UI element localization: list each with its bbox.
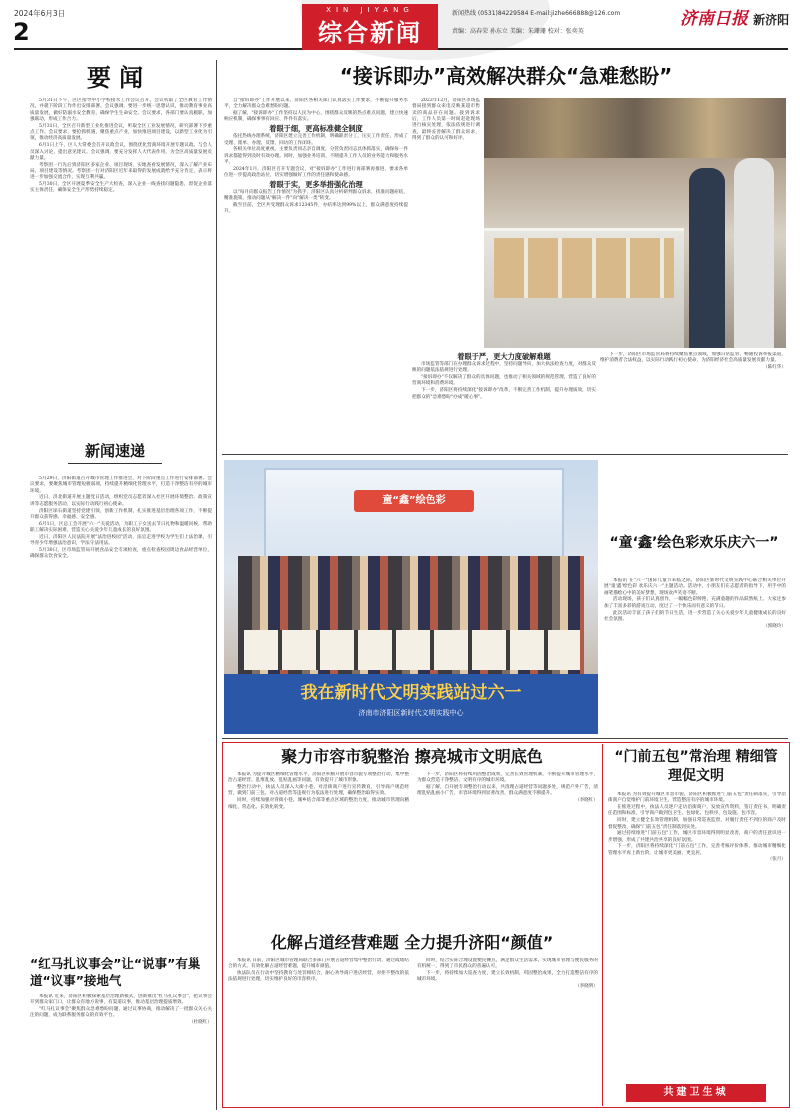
page-number: 2 bbox=[13, 18, 30, 46]
photo-shelf bbox=[484, 98, 786, 158]
yaowen-para: 考察团一行先后到济阳区多家企业、项目现场，实地查看发展情况，深入了解产业布局、项目建设等情况。考察团一行对济阳区近年来取得的发展成就给予充分肯定，表示将进一步加强交流合作，实现互利共赢。 bbox=[30, 162, 212, 181]
paper-name-logo: 济南日报 bbox=[680, 9, 748, 29]
photo-backdrop bbox=[264, 468, 564, 558]
hongma-para: 本报讯 近来，济阳区积极探索基层治理新模式，创新推出"红马扎议事会"，把议事会开到群众家门口，让群众有地方说事，有渠道议事，推动基层治理提质增效。 bbox=[30, 994, 212, 1006]
photo-banner-text: 我在新时代文明实践站过六一 bbox=[300, 683, 522, 703]
masthead-rule-right bbox=[438, 48, 788, 50]
jvli-body bbox=[228, 772, 598, 928]
yaowen-para: 6月1日上午，区人大常委会召开议政会议，围绕优化营商环境开展专题议政。与会人员深入讨论，提出意见建议。会议强调，要充分发挥人大代表作用，为全区高质量发展贡献力量。 bbox=[30, 143, 212, 161]
jvli-para: 整治行动中，执法人员深入大街小巷，对沿街商户进行宣传教育，引导商户规范经营，做到门前三包。对占道经营等违规行为依法进行处理，确保整治取得实效。 bbox=[228, 785, 409, 797]
hotline: 新闻热线 (0531)84229584 E-mail:jizhe666888@126.com bbox=[452, 10, 621, 17]
children-photo bbox=[224, 460, 598, 734]
main-para: 下一步，济阳区市场监管局将持续聚焦重点领域，加强日常监管，畅通投诉举报渠道，维护消费者合法权益，以实际行动践行初心使命，为济阳经济社会高质量发展贡献力量。 bbox=[600, 352, 786, 364]
liuyi-para: 活动现场，孩子们认真创作，一幅幅色彩鲜艳、充满童趣的作品跃然纸上。大家还参加了丰富多彩的游戏互动，度过了一个快乐而有意义的节日。 bbox=[604, 597, 786, 609]
zhandao-body bbox=[228, 958, 598, 1104]
jvli-para: 下一步，济阳区将持续巩固整治成果，完善长效管理机制，不断提升城市管理水平，为群众营造干净整洁、文明有序的城市环境。 bbox=[417, 772, 598, 784]
masthead-rule-left bbox=[14, 48, 302, 50]
jvli-para: 同时，持续加强对背街小巷、城乡结合部等重点区域的整治力度，推动城市管理向精细化、常态化、长效化转变。 bbox=[228, 798, 409, 810]
main-para: 据了解，"接诉即办"工作坚持以人民为中心，围绕群众反映的热点难点问题，建立快速响应机制，确保事事有回应、件件有落实。 bbox=[224, 111, 408, 123]
hongma-body bbox=[30, 994, 212, 1100]
main-para: 2023年12月，济阳区市场监督局接到群众来电反映某超市售卖的商品存在问题。接到诉求后，工作人员第一时间赶赴现场进行核实处理，依法依规进行调查，最终妥善解决了群众诉求，得到了群众的认可和好评。 bbox=[412, 98, 480, 142]
main-col1-text bbox=[224, 98, 408, 450]
jvli-para: 本报讯 为提升城区精细化管理水平，济阳区积极开展市容市貌专项整治行动，集中整治占道经营、乱堆乱放、乱贴乱画等问题，有效提升了城市形象。 bbox=[228, 772, 409, 784]
main-col2-top-text bbox=[412, 98, 480, 350]
main-col3-text bbox=[600, 352, 786, 450]
zhandao-para: 本报讯 日前，济阳区城市管理局联合多部门开展占道经营集中整治行动，通过疏堵结合的方式，有效化解占道经营难题，提升城市颜值。 bbox=[228, 958, 409, 970]
feature-vertical-divider bbox=[602, 744, 603, 1106]
sutong-title: 新闻速递 bbox=[84, 442, 145, 460]
hongma-title: “红马扎议事会”让“说事”有巢道“议事”接地气 bbox=[30, 956, 201, 988]
menkou-para: 下一步，济阳区将持续深化"门前五包"工作，完善考核评价体系，推动城市精细化管理水平再上新台阶，让城市更美丽、更宜居。 bbox=[608, 844, 786, 856]
paper-name bbox=[680, 4, 789, 29]
yaowen-body bbox=[30, 98, 212, 436]
menkou-para: 本报讯 为有效提升城区市容市貌，济阳区积极推进"门前五包"责任制落实，引导沿街商户自觉维护门前环境卫生，营造整洁有序的城市环境。 bbox=[608, 792, 786, 804]
photo-food-trays bbox=[494, 238, 674, 298]
main-col2-bottom-text bbox=[412, 352, 596, 450]
photo-bottom-rule bbox=[222, 738, 788, 739]
main-subhead: 着眼于细，更高标准健全制度 bbox=[269, 124, 363, 134]
main-para: "接诉即办"不仅解决了群众的具体问题，也推动了相关领域的规范管理，营造了良好的营商环境和消费环境。 bbox=[412, 375, 596, 387]
zhandao-title: 化解占道经营难题 全力提升济阳“颜值” bbox=[270, 933, 554, 952]
zhandao-para: 执法队员在行动中坚持教育与处罚相结合，耐心劝导商户进店经营，对拒不整改的依法依规进行处理，切实维护良好的市容秩序。 bbox=[228, 971, 409, 983]
footer-banner: 共建卫生城 bbox=[626, 1084, 766, 1102]
main-para: 以"每月向群众报告工作情况"为抓手，济阳区认真分析研判群众诉求，找准问题症结，精准施策，推动问题从"解决一件"向"解决一类"转变。 bbox=[224, 189, 408, 202]
liuyi-author: （郭晓玲） bbox=[763, 623, 786, 629]
main-para: 下一步，济阳区将持续深化"接诉即办"改革，不断完善工作机制，提升办理质效，切实把群众的"急难愁盼"办成"暖心事"。 bbox=[412, 388, 596, 400]
sutong-para: 5月30日，区市场监管局开展食品安全专项检查，重点检查校园周边食品经营单位，确保群众饮食安全。 bbox=[30, 547, 212, 560]
sutong-body bbox=[30, 476, 212, 936]
yaowen-title: 要 闻 bbox=[86, 64, 144, 92]
menkou-para: 同时，建立健全长效管理机制，加强日常巡查监督，对履行责任不到位的商户及时督促整改，确保"门前五包"责任制落到实处。 bbox=[608, 818, 786, 830]
liuyi-para: 本报讯 在"六一"国际儿童节来临之际，济阳区新时代文明实践中心联合相关单位开展"童'鑫'绘色彩 欢乐庆六一"主题活动。活动中，小朋友们在志愿者的指导下，用手中的画笔描绘心中的美好梦想，现场欢声笑语不断。 bbox=[604, 578, 786, 596]
left-column-divider bbox=[216, 60, 217, 1110]
liuyi-title: “童‘鑫’绘色彩欢乐庆六一” bbox=[609, 535, 779, 551]
main-para: 依托热线办理系统，济阳区建立完善工作机制，明确职责分工，压实工作责任，形成了受理、派单、办理、反馈、回访的工作闭环。 bbox=[224, 134, 408, 146]
menkou-para: 通过持续推进"门前五包"工作，城区市容环境得到明显改善，商户的责任意识进一步增强，形成了共建共治共享的良好氛围。 bbox=[608, 831, 786, 843]
photo-person-left bbox=[689, 168, 725, 348]
jvli-author: （李晓红） bbox=[575, 798, 598, 804]
main-para: 自"接诉即办"工作开展以来，济阳区各相关部门认真落实工作要求，不断提升服务水平，全力解决群众急难愁盼问题。 bbox=[224, 98, 408, 110]
paper-sub-name: 新济阳 bbox=[753, 13, 790, 27]
photo-banner bbox=[224, 674, 598, 734]
zhandao-para: 下一步，将持续加大巡查力度，建立长效机制，巩固整治成果，全力打造整洁有序的城市环境。 bbox=[417, 971, 598, 983]
main-author: （陈红华） bbox=[763, 365, 786, 371]
pinyin-label: XIN JIYANG bbox=[302, 4, 438, 16]
sutong-para: 济阳区垛石街道坚持党建引领，创新工作机制，扎实推进基层治理各项工作，不断提升群众获得感、幸福感、安全感。 bbox=[30, 508, 212, 520]
main-para: 截至目前，全区共受理群众诉求12345件，办结率达到99%以上，群众满意度持续提升。 bbox=[224, 202, 408, 215]
hongma-author: （杜晓红） bbox=[189, 1020, 212, 1026]
main-para: 市场监管等部门在办理群众诉求过程中，坚持问题导向，加大执法检查力度，对群众反映的问题依法依规进行处理。 bbox=[412, 362, 596, 374]
sutong-para: 6月1日，区总工会开展"六一"关爱活动，为职工子女送去节日礼物和温暖问候，帮助职工解决实际困难，营造关心关爱少年儿童成长的良好氛围。 bbox=[30, 521, 212, 533]
menkou-para: 在推进过程中，执法人员逐户走访沿街商户，发放宣传资料，签订责任书，明确责任范围和标准，引导商户做到包卫生、包绿化、包秩序、包设施、包市容。 bbox=[608, 805, 786, 817]
hongma-para: "红马扎议事会"聚焦群众急难愁盼问题，通过议事协商，推动解决了一批群众关心关注的问题，成为联系服务群众的有效平台。 bbox=[30, 1007, 212, 1019]
menkou-title: “门前五包”常治理 精细管理促文明 bbox=[614, 749, 778, 784]
liuyi-para: 此次活动丰富了孩子们的节日生活，进一步营造了关心关爱少年儿童健康成长的良好社会氛围。 bbox=[604, 610, 786, 622]
main-para: 2024年1月，济阳区召开专题会议，对"接诉即办"工作进行再部署再推进，要求各单位进一步提高政治站位，切实增强做好工作的责任感和使命感。 bbox=[224, 166, 408, 178]
menkou-author: （张月） bbox=[767, 857, 786, 863]
main-bottom-rule bbox=[222, 454, 788, 455]
masthead bbox=[0, 0, 800, 58]
zhandao-author: （李晓明） bbox=[575, 984, 598, 990]
sutong-para: 近日，济北街道开展主题党日活动，组织党员志愿者深入社区开展环境整治、政策宣讲等志愿服务活动，以实际行动践行初心使命。 bbox=[30, 495, 212, 507]
main-para: 各相关单位高度重视，主要负责同志亲自调度，分管负责同志具体抓落实，确保每一件诉求都能得到及时有效办理。同时，加强业务培训，不断提升工作人员的业务能力和服务水平。 bbox=[224, 147, 408, 165]
supermarket-photo bbox=[484, 98, 786, 348]
zhandao-para: 同时，结合实际合理设置便民摊点，满足群众生活需求，实现城市管理与便民服务的有机统一，得到了市民群众的普遍认可。 bbox=[417, 958, 598, 970]
photo-sign: 童“鑫”绘色彩 bbox=[354, 490, 474, 512]
yaowen-para: 5月31日，全区召开新型工业化推进会议，听取全区工业发展情况，研究部署下步重点工作。会议要求，要抢抓机遇，聚焦重点产业，加快推进项目建设，以新型工业化为引领，推动经济高质量发展。 bbox=[30, 123, 212, 142]
section-title: 综合新闻 bbox=[302, 16, 438, 50]
menkou-body bbox=[608, 792, 786, 1078]
sutong-para: 5月29日，济阳街道召开城市管理工作推进会，对下阶段重点工作进行安排部署。会议要求，要聚焦城市管理短板弱项，持续提升精细化管理水平，打造干净整洁有序的城市环境。 bbox=[30, 476, 212, 494]
yaowen-para: 5月30日，全区开展夏季安全生产大检查，深入企业一线查找问题隐患，督促企业落实主体责任，确保安全生产形势持续稳定。 bbox=[30, 182, 212, 194]
issue-date: 2024年6月3日 bbox=[14, 9, 66, 18]
main-subhead: 着眼于严，更大力度破解难题 bbox=[457, 352, 551, 361]
main-subhead: 着眼于实，更多举措强化治理 bbox=[269, 179, 363, 189]
photo-person-right bbox=[734, 158, 774, 348]
photo-drawings bbox=[244, 630, 580, 670]
sutong-para: 近日，济阳区人民法院开展"法治进校园"活动，法官走进学校为学生们上法治课，引导青少年增强法治意识，学法守法用法。 bbox=[30, 534, 212, 546]
main-title: “接诉即办”高效解决群众“急难愁盼” bbox=[339, 64, 673, 88]
jvli-title: 聚力市容市貌整治 擦亮城市文明底色 bbox=[281, 747, 543, 766]
jvli-para: 据了解，自开展专项整治行动以来，共清理占道经营等问题多处，规范户外广告，清理乱贴乱画小广告，市容环境得到显著改善，群众满意度不断提升。 bbox=[417, 785, 598, 797]
sutong-underline bbox=[68, 463, 162, 464]
photo-banner-sub: 济南市济阳区新时代文明实践中心 bbox=[358, 709, 464, 717]
liuyi-body bbox=[604, 578, 786, 734]
yaowen-para: 5月31日下午，区区指导中小学校接水工作会议召开。会议听取了全区教育工作情况，并就下阶段工作作出安排部署。会议强调，要进一步统一思想认识，推动教育事业高质量发展，做好防溺水安全教育，确保学生生命安全。会议要求，各部门要认真履职，加强联动，形成工作合力。 bbox=[30, 98, 212, 123]
editors: 责编：高春荣 孙东立 美编：朱珊珊 校对：张奕英 bbox=[452, 28, 584, 35]
